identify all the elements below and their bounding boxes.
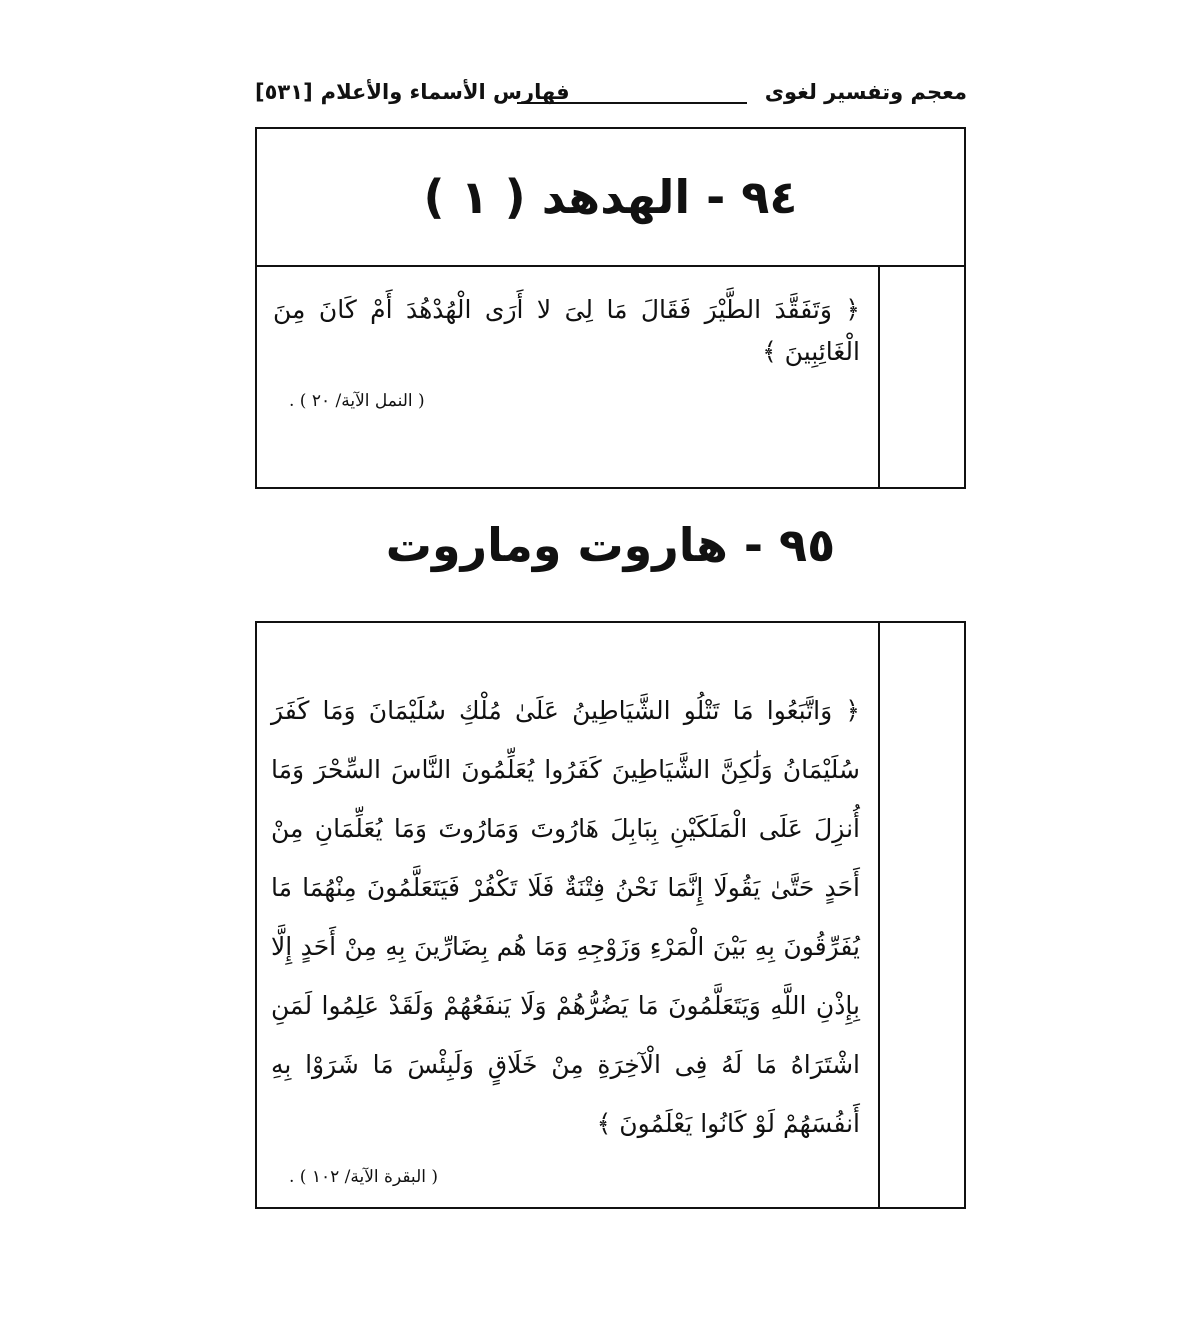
margin-column <box>878 623 880 1207</box>
entry-title-box <box>257 129 964 267</box>
margin-column <box>878 265 880 487</box>
entry-box-94 <box>255 127 966 489</box>
page-number: [٥٣١] <box>255 80 313 104</box>
entry-title: ٩٤ - الهدهد ( ١ ) <box>423 170 798 224</box>
section-title-text: فهارس الأسماء والأعلام <box>320 80 570 104</box>
entry-content <box>271 681 860 1187</box>
entry-title: ٩٥ - هاروت وماروت <box>385 518 836 572</box>
book-title: معجم وتفسير لغوى <box>764 80 967 104</box>
entry-heading-95 <box>255 518 966 572</box>
page-header <box>255 78 967 114</box>
verse-citation: ( النمل الآية/ ٢٠ ) . <box>289 391 425 411</box>
entry-box-95 <box>255 621 966 1209</box>
quran-verse: ﴿ وَتَفَقَّدَ الطَّيْرَ فَقَالَ مَا لِىَ لا أَرَى الْهُدْهُدَ أَمْ كَانَ مِنَ الْغَائِبِينَ ﴾ <box>273 295 860 366</box>
section-title <box>255 80 570 104</box>
verse-citation: ( البقرة الآية/ ١٠٢ ) . <box>289 1167 439 1187</box>
quran-verse: ﴿ وَاتَّبَعُوا مَا تَتْلُو الشَّيَاطِينُ عَلَىٰ مُلْكِ سُلَيْمَانَ وَمَا كَفَرَ سُلَيْمَانُ وَلَٰكِنَّ الشَّيَاطِينَ كَفَرُوا يُعَلِّمُونَ النَّاسَ السِّحْرَ وَمَا أُنزِلَ عَلَى الْمَلَكَيْنِ بِبَابِلَ هَارُوتَ وَمَارُوتَ وَمَا يُعَلِّمَانِ مِنْ أَحَدٍ حَتَّىٰ يَقُولَا إِنَّمَا نَحْنُ فِتْنَةٌ فَلَا تَكْفُرْ فَيَتَعَلَّمُونَ مِنْهُمَا مَا يُفَرِّقُونَ بِهِ بَيْنَ الْمَرْءِ وَزَوْجِهِ وَمَا هُم بِضَارِّينَ بِهِ مِنْ أَحَدٍ إِلَّا بِإِذْنِ اللَّهِ وَيَتَعَلَّمُونَ مَا يَضُرُّهُمْ وَلَا يَنفَعُهُمْ وَلَقَدْ عَلِمُوا لَمَنِ اشْتَرَاهُ مَا لَهُ فِى الْآخِرَةِ مِنْ خَلَاقٍ وَلَبِئْسَ مَا شَرَوْا بِهِ أَنفُسَهُمْ لَوْ كَانُوا يَعْلَمُونَ ﴾ <box>271 696 860 1138</box>
entry-content <box>273 289 860 411</box>
